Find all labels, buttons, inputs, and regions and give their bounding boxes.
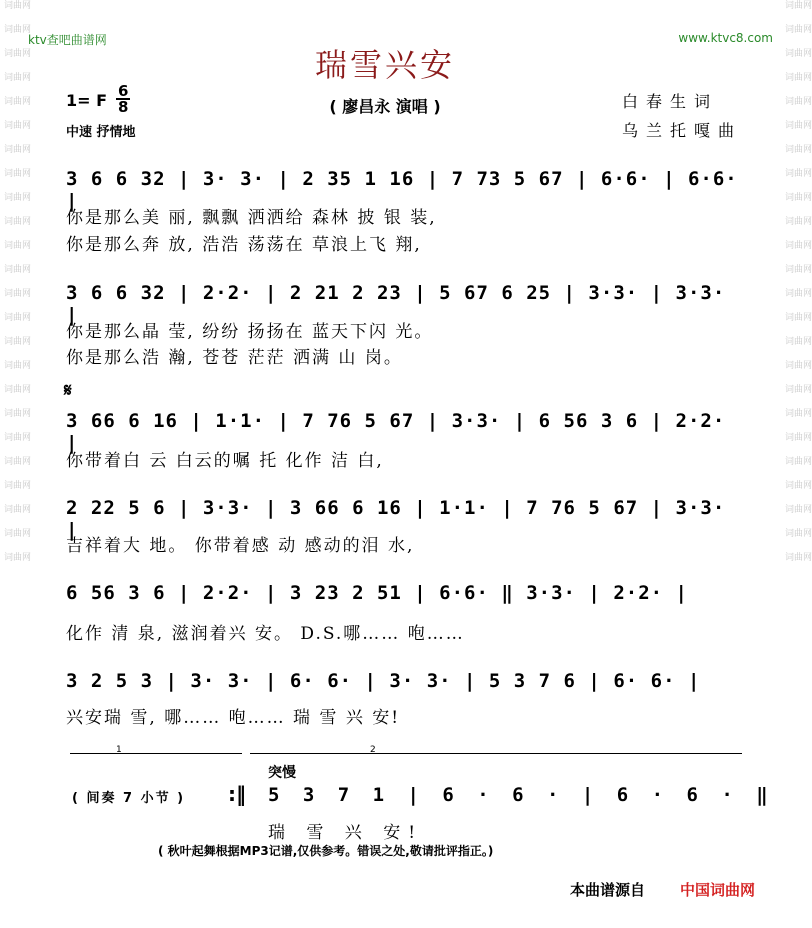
watermark-text: 词曲网 xyxy=(785,481,812,491)
watermark-text: 词曲网 xyxy=(785,505,812,515)
time-signature xyxy=(116,84,130,114)
score-row-2-notes: 3 6 6 32 | 2·2· | 2 21 2 23 | 5 67 6 25 | 3·3· | 3·3· | xyxy=(66,282,726,326)
watermark-text: 词曲网 xyxy=(4,241,32,251)
header-right-site[interactable]: www.ktvc8.com xyxy=(678,31,773,45)
watermark-text: 词曲网 xyxy=(785,361,812,371)
score-row-1-lyric-2: 你是那么奔 放, 浩浩 荡荡在 草浪上飞 翔, xyxy=(66,235,422,255)
source-label: 本曲谱源自 xyxy=(570,881,646,899)
interlude-note: ( 间奏 7 小节 ) xyxy=(72,791,186,806)
repeat-sign: :‖ xyxy=(228,782,246,806)
watermark-text: 词曲网 xyxy=(4,217,32,227)
score-row-2-lyric-1: 你是那么晶 莹, 纷纷 扬扬在 蓝天下闪 光。 xyxy=(66,322,434,342)
source-site-link[interactable]: 中国词曲网 xyxy=(680,881,756,899)
watermark-text: 词曲网 xyxy=(785,337,812,347)
watermark-text: 词曲网 xyxy=(4,1,32,11)
score-row-4-lyric-1: 吉祥着大 地。 你带着感 动 感动的泪 水, xyxy=(66,536,415,556)
watermark-text: 词曲网 xyxy=(785,169,812,179)
score-row-6-notes: 3 2 5 3 | 3· 3· | 6· 6· | 3· 3· | 5 3 7 6 | 6· 6· | xyxy=(66,670,701,692)
watermark-text: 词曲网 xyxy=(785,529,812,539)
watermark-text: 词曲网 xyxy=(4,481,32,491)
watermark-text: 词曲网 xyxy=(785,385,812,395)
watermark-text: 词曲网 xyxy=(4,193,32,203)
watermark-text: 词曲网 xyxy=(4,529,32,539)
watermark-text: 词曲网 xyxy=(4,361,32,371)
watermark-text: 词曲网 xyxy=(4,265,32,275)
score-row-1-notes: 3 6 6 32 | 3· 3· | 2 35 1 16 | 7 73 5 67 | 6·6· | 6·6· | xyxy=(66,168,738,212)
watermark-text: 词曲网 xyxy=(785,73,812,83)
singer-credit: ( 廖昌永 演唱 ) xyxy=(329,97,441,116)
watermark-text: 词曲网 xyxy=(785,1,812,11)
watermark-text: 词曲网 xyxy=(785,145,812,155)
score-row-5-notes: 6 56 3 6 | 2·2· | 3 23 2 51 | 6·6· ‖ 3·3· | 2·2· | xyxy=(66,582,688,604)
watermark-text: 词曲网 xyxy=(4,169,32,179)
watermark-text: 词曲网 xyxy=(4,505,32,515)
key-signature: 1= F xyxy=(66,91,108,110)
song-title: 瑞雪兴安 xyxy=(314,46,455,84)
score-row-1-lyric-1: 你是那么美 丽, 飘飘 洒洒给 森林 披 银 装, xyxy=(66,208,437,228)
watermark-text: 词曲网 xyxy=(4,97,32,107)
watermark-text: 词曲网 xyxy=(785,97,812,107)
final-lyric: 瑞 雪 兴 安! xyxy=(268,823,424,843)
transcription-footnote: ( 秋叶起舞根据MP3记谱,仅供参考。错误之处,敬请批评指正。) xyxy=(158,844,494,858)
watermark-text: 词曲网 xyxy=(4,385,32,395)
tempo-marking: 中速 抒情地 xyxy=(66,125,136,140)
watermark-text: 词曲网 xyxy=(785,289,812,299)
score-row-6-lyric-1: 兴安瑞 雪, 哪…… 咆…… 瑞 雪 兴 安! xyxy=(66,708,401,728)
score-row-5-lyric-1: 化作 清 泉, 滋润着兴 安。 D.S.哪…… 咆…… xyxy=(66,624,465,644)
watermark-text: 词曲网 xyxy=(4,313,32,323)
score-row-3-notes: 3 66 6 16 | 1·1· | 7 76 5 67 | 3·3· | 6 56 3 6 | 2·2· | xyxy=(66,410,726,454)
second-ending-number: 2 xyxy=(370,745,376,755)
meter-bottom: 8 xyxy=(118,98,129,116)
watermark-text: 词曲网 xyxy=(785,121,812,131)
header-left-site[interactable]: ktv查吧曲谱网 xyxy=(28,33,107,47)
watermark-text: 词曲网 xyxy=(4,457,32,467)
watermark-text: 词曲网 xyxy=(4,433,32,443)
final-notes: 5 3 7 1 | 6 · 6 · | 6 · 6 · ‖ xyxy=(268,784,774,806)
watermark-text: 词曲网 xyxy=(785,457,812,467)
lyricist-credit: 白春生词 xyxy=(622,92,719,111)
watermark-text: 词曲网 xyxy=(785,409,812,419)
watermark-left xyxy=(4,0,32,928)
watermark-text: 词曲网 xyxy=(785,193,812,203)
segno-sign: 𝄋 xyxy=(64,380,72,401)
score-row-3-lyric-1: 你带着白 云 白云的嘱 托 化作 洁 白, xyxy=(66,451,384,471)
watermark-text: 词曲网 xyxy=(4,553,32,563)
meter-top: 6 xyxy=(118,82,129,100)
composer-credit: 乌兰托嘎曲 xyxy=(622,121,743,140)
watermark-text: 词曲网 xyxy=(785,553,812,563)
watermark-text: 词曲网 xyxy=(4,289,32,299)
watermark-text: 词曲网 xyxy=(785,241,812,251)
watermark-text: 词曲网 xyxy=(4,49,32,59)
watermark-text: 词曲网 xyxy=(785,25,812,35)
score-row-2-lyric-2: 你是那么浩 瀚, 苍苍 茫茫 洒满 山 岗。 xyxy=(66,348,403,368)
watermark-text: 词曲网 xyxy=(785,49,812,59)
watermark-text: 词曲网 xyxy=(4,25,32,35)
watermark-text: 词曲网 xyxy=(4,73,32,83)
score-row-4-notes: 2 22 5 6 | 3·3· | 3 66 6 16 | 1·1· | 7 76 5 67 | 3·3· | xyxy=(66,497,726,541)
watermark-text: 词曲网 xyxy=(785,433,812,443)
first-ending-number: 1 xyxy=(116,745,122,755)
watermark-text: 词曲网 xyxy=(4,337,32,347)
watermark-text: 词曲网 xyxy=(785,313,812,323)
watermark-text: 词曲网 xyxy=(4,145,32,155)
watermark-text: 词曲网 xyxy=(785,217,812,227)
slowdown-marking: 突慢 xyxy=(268,765,296,781)
watermark-text: 词曲网 xyxy=(4,121,32,131)
first-ending-bracket xyxy=(70,753,242,754)
watermark-right xyxy=(785,0,812,928)
watermark-text: 词曲网 xyxy=(4,409,32,419)
watermark-text: 词曲网 xyxy=(785,265,812,275)
second-ending-bracket xyxy=(250,753,742,754)
